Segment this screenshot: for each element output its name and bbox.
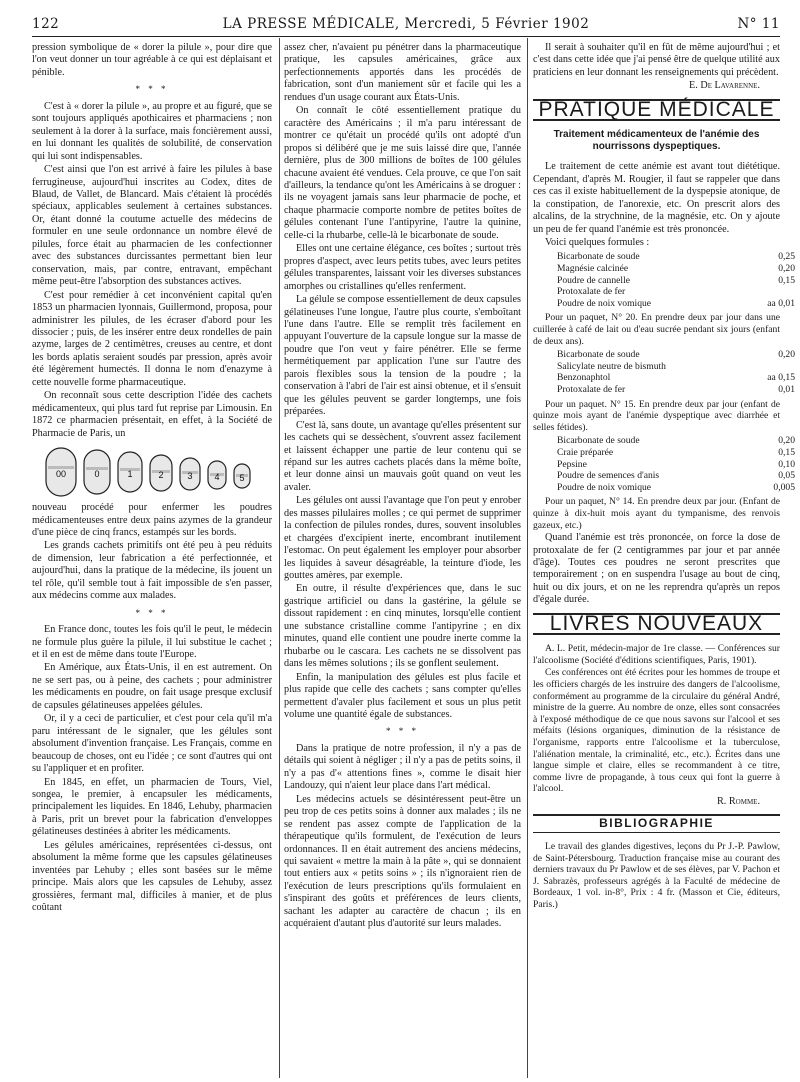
paragraph: C'est à « dorer la pilule », au propre et au figuré, que se sont toujours appliqués apothicaires et pharmaciens ; non seulement à la dorer à la surface, mais foncièrement aussi, en lui donnant les qualités de solubilité, de conservation qui lui sont indispensables.	[32, 100, 272, 162]
formula-2	[557, 349, 795, 395]
paragraph: C'est ainsi que l'on est arrivé à faire les pilules à base ferrugineuse, aujourd'hui inscrites au Codex, dites de Blaud, de Vallet, de Blancard. Mais c'étaient là procédés spéciaux, applicables seulement à certaines substances. Or, étant donné la coutume actuelle des médecins de formuler en une seule ordonnance un nombre élevé de pilules, force était au pharmacien de les confectionner avec des substances durcissantes permettant bien leur conservation, mais, par contre, entravant, empêchant même peut-être l'absorption des substances actives.	[32, 164, 272, 288]
dose: 0,10	[778, 458, 795, 470]
formula-row	[557, 435, 795, 447]
capsules-illustration	[32, 446, 272, 498]
paragraph: La gélule se compose essentiellement de deux capsules gélatineuses l'une longue, l'autre plus courte, s'emboîtant l'une dans l'autre. Elle se remplit très facilement en appuyant l'ouverture de la capsule longue sur la masse de poudre que l'on veut y faire pénétrer. Elle se ferme hermétiquement par application l'une sur l'autre des parois flexibles sous la tension de la poudre ; la conservation à l'abri de l'air est ainsi obtenue, et il s'ensuit que les gélules peuvent se garder longtemps, une fois préparées.	[284, 294, 521, 418]
page-number: 122	[32, 16, 60, 32]
capsule-label: 1	[127, 469, 133, 480]
dose: 0,20	[778, 435, 795, 447]
formula-row	[557, 263, 795, 275]
formula-row	[557, 459, 795, 471]
formula-row	[557, 482, 795, 494]
dose: 0,05	[778, 470, 795, 482]
section-break: * * *	[135, 607, 169, 618]
section-title-livres: LIVRES NOUVEAUX	[533, 613, 780, 635]
column-divider-2	[527, 38, 528, 1078]
formula-row	[557, 298, 795, 310]
book-reference: A. L. Petit, médecin-major de 1re classe. — Conférences sur l'alcoolisme (Société d'éditions scientifiques, Paris, 1901).	[533, 643, 780, 666]
article-subtitle: Traitement médicamenteux de l'anémie des nourrissons dyspeptiques.	[553, 129, 760, 153]
capsules-figure	[32, 446, 272, 498]
formula-note: Pour un paquet, N° 14. En prendre deux par jour. (Enfant de quinze à dix-huit mois ayant du tympanisme, des renvois gazeux, etc.)	[533, 496, 780, 531]
paragraph: assez cher, n'avaient pu pénétrer dans la pharmaceutique pratique, les capsules américaines, grâce aux perfectionnements apportés dans les procédés de fabrication, sont d'un maniement sûr et facile qui les a rendues d'un usage courant aux États-Unis.	[284, 42, 521, 103]
paragraph: Les gélules ont aussi l'avantage que l'on peut y enrober des masses pilulaires molles ; ce qui permet de supprimer la confection de pilules rondes, dures, souvent insolubles et chargées d'excipient inerte, encombrant inutilement l'estomac. On peut également les employer pour absorber les liquides à saveur désagréable, la teinture d'iode, les gouttes amères, par exemple.	[284, 495, 521, 582]
paragraph: Les grands cachets primitifs ont été peu à peu réduits de dimension, leur fabrication a été perfectionnée, et aujourd'hui, dans la pratique de la médecine, ils jouent un tel rôle, qu'il semble tout à fait impossible de s'en passer, aux médecins comme aux malades.	[32, 540, 272, 602]
author-signature: E. De Lavarenne.	[689, 80, 760, 92]
section-break: * * *	[386, 726, 419, 737]
dose: aa 0,15	[767, 372, 795, 384]
reviewer-signature: R. Romme.	[716, 795, 760, 807]
dose: 0,01	[778, 383, 795, 395]
ingredient: Poudre de cannelle	[557, 274, 630, 286]
capsule-label: 4	[214, 472, 220, 483]
column-3	[533, 42, 795, 1078]
ingredient: Craie préparée	[557, 446, 614, 458]
ingredient: Poudre de noix vomique	[557, 481, 652, 493]
dose: 0,15	[778, 446, 795, 458]
issue-number: N° 11	[737, 16, 780, 32]
paragraph: En 1845, en effet, un pharmacien de Tours, Viel, songea, le premier, à encapsuler les médicaments, principalement les liquides. En 1846, Lehuby, pharmacien à Paris, prit un brevet pour la fabrication d'enveloppes gélatineuses destinées à abriter les médicaments.	[32, 776, 272, 838]
formula-note: Pour un paquet. N° 15. En prendre deux par jour (enfant de quinze mois ayant de l'anémie dyspeptique avec diarrhée et selles fétides).	[533, 398, 780, 433]
journal-title: LA PRESSE MÉDICALE, Mercredi, 5 Février 1902	[222, 16, 590, 32]
paragraph: En Amérique, aux États-Unis, il en est autrement. On ne se sert pas, ou à peine, des cachets ; pour administrer les médicaments en poudre, on fait usage presque exclusif de capsules gélatineuses appelées gélules.	[32, 662, 272, 711]
paragraph: On reconnaît sous cette description l'idée des cachets médicamenteux, qui plus tard fut reprise par Limousin. En 1872 ce pharmacien présentait, en effet, à la Société de Pharmacie de Paris, un	[32, 390, 272, 439]
column-2	[284, 42, 521, 1078]
ingredient: Salicylate neutre de bismuth	[557, 360, 666, 372]
dose: 0,15	[778, 274, 795, 286]
formula-row	[557, 447, 795, 459]
dose: 0,25	[778, 251, 795, 263]
paragraph: pression symbolique de « dorer la pilule », pour dire que l'on veut donner un tour agréable à ce qui est déplaisant et pénible.	[32, 42, 272, 78]
formula-row	[557, 470, 795, 482]
paragraph: En outre, il résulte d'expériences que, dans le suc gastrique artificiel ou dans la gastérine, la gélule se dissout rapidement : en cinq minutes, lorsqu'elle contient une substance cristalline comme l'antipyrine ; en dix minutes, quand elle contient une poudre inerte comme la rhubarbe ou le cascara. Les cachets ne se dissolvent pas dans les mêmes solutions ; ils se gonflent seulement.	[284, 583, 521, 670]
ingredient: Protoxalate de fer	[557, 383, 626, 395]
paragraph: Or, il y a ceci de particulier, et c'est pour cela qu'il m'a paru intéressant de le signaler, que les gélules sont absolument d'invention française. Les Français, comme en beaucoup de choses, ont eu l'idée ; ce sont d'autres qui ont su l'appliquer et en profiter.	[32, 713, 272, 775]
formula-row	[557, 349, 795, 361]
paragraph: Elles ont une certaine élégance, ces boîtes ; surtout très propres d'aspect, avec leurs petits tubes, avec leurs petites gélules transparentes, laissant voir les diverses substances amorphes ou cristallines qu'elles renferment.	[284, 243, 521, 292]
dose	[759, 361, 795, 373]
paragraph: Il serait à souhaiter qu'il en fût de même aujourd'hui ; et c'est dans cette idée que j'ai pensé être de quelque utilité aux praticiens en leur donnant les renseignements qui précèdent.	[533, 42, 780, 78]
paragraph: Enfin, la manipulation des gélules est plus facile et plus rapide que celle des cachets ; sans compter qu'elles permettent d'avaler plus facilement et sous un plus petit volume une quantité égale de substances.	[284, 671, 521, 721]
ingredient: Pepsine	[557, 458, 587, 470]
formula-3	[557, 435, 795, 493]
ingredient: Poudre de semences d'anis	[557, 470, 660, 482]
dose: aa 0,01	[767, 297, 795, 309]
ingredient: Poudre de noix vomique	[557, 297, 652, 309]
page-header	[32, 14, 780, 36]
column-1	[32, 42, 272, 1078]
paragraph: C'est pour remédier à cet inconvénient capital qu'en 1853 un pharmacien lyonnais, Guillermond, proposa, pour administrer les pilules, de les écraser d'abord pour les dissocier ; puis, de les insérer entre deux rondelles de pain azyme, larges de 2 centimètres, creuses au centre, et dont les bords aplatis seraient soudés par pression, après avoir été légèrement humectés. Il donna le nom d'enazyme à cette nouvelle forme pharmaceutique.	[32, 289, 272, 388]
paragraph: Les médecins actuels se désintéressent peut-être un peu trop de ces petits soins à donner aux malades ; ils ne se rendent pas assez compte de l'application de la thérapeutique qu'ils formulent, de l'exécution de leurs ordonnances. Il en était autrement des anciens médecins, qui savaient « mettre la main à la pâte », qui se donnaient tout entiers aux « petits soins » ; ils n'ignoraient rien de l'exécution de leurs prescriptions qu'ils formulaient en s'inspirant des goûts et préférences de leurs clients, sachant les adapter au caractère de chacun ; ils en acquéraient d'autant plus d'autorité sur leurs malades.	[284, 793, 521, 930]
dose: 0,005	[773, 481, 795, 493]
dose: 0,20	[778, 263, 795, 275]
formula-1	[557, 251, 795, 309]
paragraph: Quand l'anémie est très prononcée, on force la dose de protoxalate de fer (2 centigrammes par jour et par année d'âge). Toutes ces poudres ne seront prescrites que temporairement ; on en suspendra l'usage au bout de cinq, huit ou dix jours, et on ne les reprendra qu'après un repos d'égale durée.	[533, 532, 780, 606]
paragraph: nouveau procédé pour enfermer les poudres médicamenteuses entre deux pains azymes de la grandeur d'une pièce de cinq francs, estampés sur les bords.	[32, 502, 272, 538]
formula-note: Pour un paquet, N° 20. En prendre deux par jour dans une cuillerée à café de lait ou d'eau sucrée pendant six jours (enfant de deux ans).	[533, 312, 780, 347]
formula-row	[557, 286, 795, 298]
capsule-label: 3	[187, 471, 193, 482]
section-title-bibliographie: BIBLIOGRAPHIE	[533, 814, 780, 833]
paragraph: Le traitement de cette anémie est avant tout diététique. Cependant, d'après M. Rougier, il faut se rappeler que dans ces cas il existe habituellement de la dyspepsie atonique, de la constipation, de l'anorexie, etc. On prescrit alors des alcalins, de la strychnine, de la magnésie, etc. On y ajoute un peu de fer quand l'anémie est très prononcée.	[533, 161, 780, 235]
paragraph: Voici quelques formules :	[545, 236, 650, 248]
formula-row	[557, 384, 795, 396]
capsule-label: 00	[55, 469, 67, 480]
formula-row	[557, 361, 795, 373]
paragraph: On connaît le côté essentiellement pratique du caractère des Américains ; il m'a paru intéressant de montrer ce qu'était un procédé qu'ils ont adopté d'un propos si délibéré que je me suis laissé dire que, l'année dernière, plus de 300 millions de boîtes de 100 gélules chacune avaient été vendues. Cela prouve, ce que l'on sait d'ailleurs, la tendance qu'ont les Américains à se droguer : ils ne voyagent jamais sans leur pharmacie de poche, et chaque pharmacie comporte nombre de petites boîtes de gélules contenant l'une l'antipyrine, l'autre la quinine, celle-ci la rhubarbe, celle-là le bicarbonate de soude.	[284, 105, 521, 241]
section-break: * * *	[135, 84, 169, 95]
bibliography-entry: Le travail des glandes digestives, leçons du Pr J.-P. Pawlow, de Saint-Pétersbourg. Traduction française mise au courant des derniers travaux du Pr Pawlow et de ses élèves, par V. Pachon et J. Sabrazès, professeurs agrégés à la Faculté de médecine de Bordeaux, 1 vol. in-8°, Prix : 4 fr. (Masson et Cie, éditeurs, Paris.)	[533, 841, 780, 910]
ingredient: Benzonaphtol	[557, 372, 611, 384]
ingredient: Bicarbonate de soude	[557, 349, 640, 361]
paragraph: En France donc, toutes les fois qu'il le peut, le médecin ne formule plus guère la pilule, il lui substitue le cachet ; et il en est de même dans toute l'Europe.	[32, 624, 272, 661]
ingredient: Bicarbonate de soude	[557, 435, 640, 447]
section-title-pratique: PRATIQUE MÉDICALE	[533, 99, 780, 121]
capsule-label: 2	[158, 470, 164, 481]
paragraph: C'est là, sans doute, un avantage qu'elles présentent sur les cachets qui se dessèchent, s'ouvrent assez facilement et laissent échapper une partie de leur contenu qui se répand sur les autres cachets placés dans la même boîte, et leur donne ainsi un mauvais goût quand on veut les avaler.	[284, 419, 521, 493]
header-rule	[32, 36, 780, 37]
dose	[759, 286, 795, 298]
ingredient: Protoxalate de fer	[557, 286, 626, 298]
book-review: Ces conférences ont été écrites pour les hommes de troupe et les officiers chargés de les instruire des dangers de l'alcoolisme, conformément au programme de la circulaire du général André, ministre de la guerre. Au nombre de onze, elles sont consacrées à l'exposé méthodique de ce que nous savons sur l'alcool et ses méfaits (lésions organiques, diminution de la résistance de l'organisme, rapports entre l'alcoolisme et la tuberculose, l'aliénation mentale, la criminalité, etc., etc.). Écrites dans une langue simple et claire, elles se recommandent à ce titre, comme livre de propagande, à tous ceux qui font la guerre à l'alcool.	[533, 667, 780, 795]
formula-row	[557, 275, 795, 287]
formula-row	[557, 372, 795, 384]
formula-row	[557, 251, 795, 263]
paragraph: Dans la pratique de notre profession, il n'y a pas de détails qui soient à négliger ; il n'y a pas de petits soins, il n'y a pas d'« attentions fines », comme le disait hier Landouzy, qui n'aient leur place dans l'art médical.	[284, 742, 521, 792]
ingredient: Bicarbonate de soude	[557, 251, 640, 263]
dose: 0,20	[778, 349, 795, 361]
capsule-label: 5	[239, 473, 245, 484]
column-divider-1	[279, 38, 280, 1078]
paragraph: Les gélules américaines, représentées ci-dessus, ont absolument la même forme que les capsules gélatineuses inventées par Lehuby ; elles sont basées sur le même principe. Mais alors que les capsules de Lehuby, assez grossières, fermant mal, difficiles à manier, et de plus coûtant	[32, 839, 272, 914]
capsule-label: 0	[94, 469, 100, 480]
ingredient: Magnésie calcinée	[557, 263, 629, 275]
